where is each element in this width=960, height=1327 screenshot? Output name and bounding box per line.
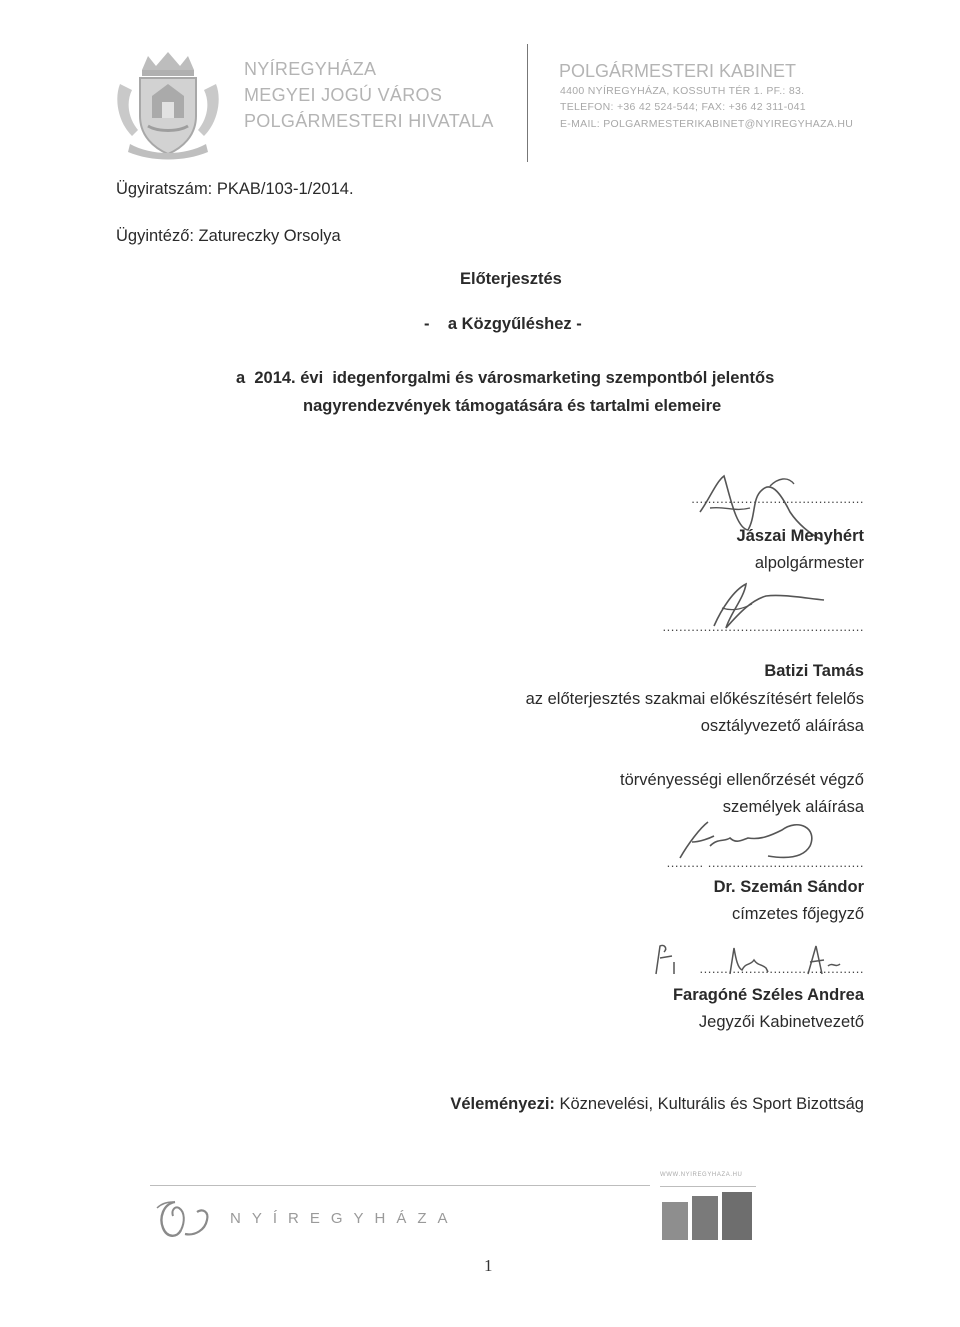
recipient-dash: - [424,315,430,333]
opinion-label: Véleményezi: [450,1095,555,1113]
case-handler: Ügyintéző: Zatureczky Orsolya [116,227,341,245]
signature-3-dots: ......... ...................................... [666,855,864,870]
footer-rule [150,1185,650,1186]
bar-graphic-icon [660,1184,756,1240]
cabinet-title: POLGÁRMESTERI KABINET [559,61,797,81]
signature-3-name: Dr. Szemán Sándor [713,878,864,896]
page-number: 1 [484,1256,493,1275]
signature-4-title: Jegyzői Kabinetvezető [698,1013,864,1031]
legal-review-line-1: törvényességi ellenőrzését végző [620,771,864,789]
legal-review-line-2: személyek aláírása [722,798,864,816]
signature-2-description-2: osztályvezető aláírása [700,717,864,735]
footer-url: WWW.NYIREGYHAZA.HU [660,1172,743,1178]
header-divider [527,44,528,162]
org-name-line-2: MEGYEI JOGÚ VÁROS [244,85,443,105]
signature-2-dots: ................................................. [662,619,864,634]
signature-1-dots: .......................................... [691,491,864,506]
city-coat-of-arms-icon [112,44,224,162]
cabinet-email: E-MAIL: POLGARMESTERIKABINET@NYIREGYHAZA.HU [560,118,854,130]
signature-1-title: alpolgármester [754,554,864,572]
subject-line-1: a 2014. évi idegenforgalmi és városmarketing szempontból jelentős [236,369,775,387]
signature-2-description-1: az előterjesztés szakmai előkészítésért felelős [525,690,864,708]
signature-4-dots: ........................................ [699,961,864,976]
footer-wordmark: NYÍREGYHÁZA [230,1210,459,1227]
cabinet-address: 4400 NYÍREGYHÁZA, KOSSUTH TÉR 1. PF.: 83. [560,85,805,97]
recipient-text: a Közgyűléshez - [447,315,582,333]
document-title: Előterjesztés [460,270,562,288]
signature-2-name: Batizi Tamás [764,662,864,680]
signature-4-name: Faragóné Széles Andrea [672,986,864,1004]
org-name-line-1: NYÍREGYHÁZA [244,59,377,79]
document-recipient [424,316,582,333]
subject-line-2: nagyrendezvények támogatására és tartalmi elemeire [303,397,722,415]
signature-3-title: címzetes főjegyző [731,905,864,923]
cabinet-phone: TELEFON: +36 42 524-544; FAX: +36 42 311-041 [560,101,806,113]
opinion-committee: Köznevelési, Kulturális és Sport Bizottság [559,1095,864,1113]
case-number: Ügyiratszám: PKAB/103-1/2014. [116,180,354,198]
opinion-line [450,1096,864,1113]
nyiregyhaza-swirl-logo-icon [155,1198,213,1240]
signature-1-name: Jászai Menyhért [736,527,864,545]
org-name-line-3: POLGÁRMESTERI HIVATALA [244,111,494,131]
